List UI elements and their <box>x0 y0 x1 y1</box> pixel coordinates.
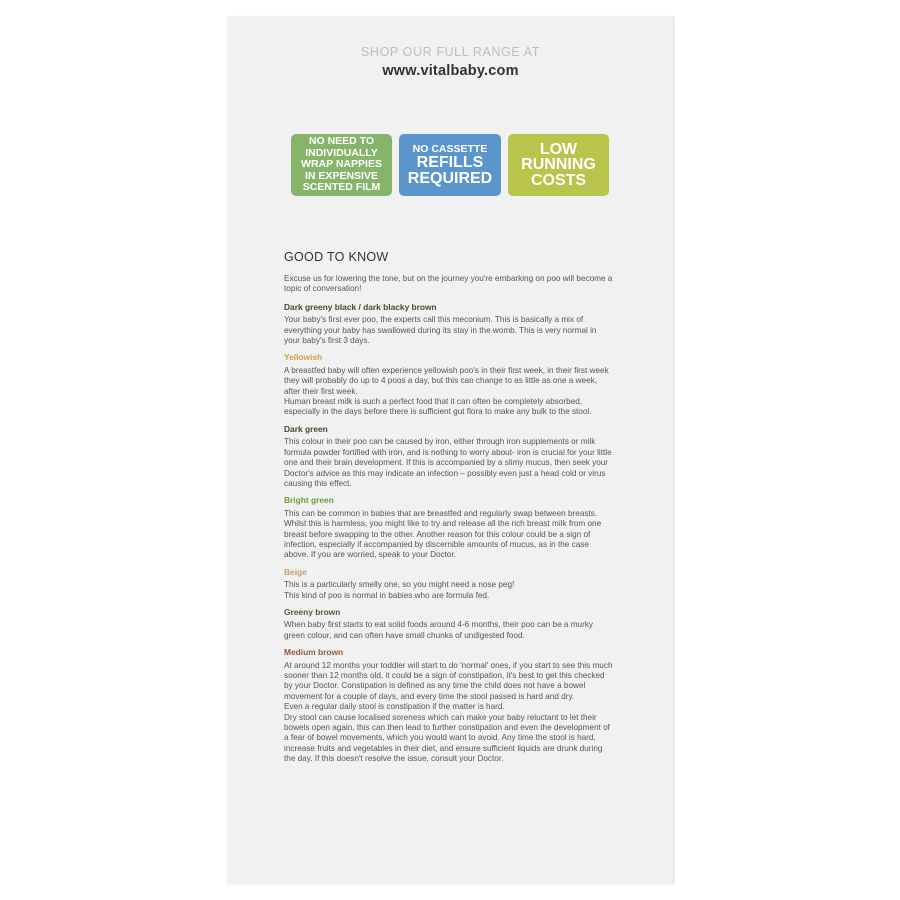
section-title: Yellowish <box>284 352 323 363</box>
section-heading: GOOD TO KNOW <box>284 250 389 264</box>
badge-no-wrap-nappies: NO NEED TO INDIVIDUALLY WRAP NAPPIES IN EXPENSIVE SCENTED FILM <box>291 134 392 196</box>
section-paragraph: Even a regular daily stool is constipation if the matter is hard. <box>284 702 505 712</box>
poo-colour-section <box>284 647 614 764</box>
section-body <box>284 315 614 346</box>
section-paragraph: This is a particularly smelly one, so you might need a nose peg! <box>284 580 515 590</box>
poo-colour-section <box>284 567 614 601</box>
section-paragraph: This can be common in babies that are breastfed and regularly swap between breasts. Whilst this is harmless, you might like to try and release all the rich breast milk from one breast before swapping to the other. Another reason for this colour could be a sign of infection, especially if accompanied by discernible amounts of mucus, as in the case above. If you are worried, speak to your Doctor. <box>284 508 602 560</box>
poo-colour-section <box>284 352 614 417</box>
intro-text: Excuse us for lowering the tone, but on the journey you're embarking on poo will become a topic of conversation! <box>284 274 613 294</box>
poo-colour-section <box>284 607 614 641</box>
section-body <box>284 661 614 765</box>
section-title: Medium brown <box>284 647 344 658</box>
section-title: Beige <box>284 566 307 577</box>
poo-colour-section <box>284 424 614 489</box>
section-body <box>284 366 614 418</box>
poo-colour-section <box>284 302 614 347</box>
poo-colour-section <box>284 495 614 560</box>
section-paragraph: Human breast milk is such a perfect food that it can often be completely absorbed, especially in the days before there is sufficient gut flora to make any bulk to the stool. <box>284 397 592 417</box>
section-paragraph: This colour in their poo can be caused by iron, either through iron supplements or milk formula powder fortified with iron, and is nothing to worry about- iron is crucial for your little one and their brain development. If this is accompanied by a slimy mucus, then seek your Doctor's advice as this may indicate an infection – possibly even just a head cold or virus causing this effect. <box>284 437 612 488</box>
section-body <box>284 437 614 489</box>
shop-range-text: SHOP OUR FULL RANGE AT <box>361 45 540 59</box>
good-to-know-section <box>284 250 614 771</box>
section-title: Greeny brown <box>284 606 341 617</box>
badge-low-running-costs: LOW RUNNING COSTS <box>508 134 609 196</box>
product-box-back <box>228 17 674 884</box>
section-paragraph: When baby first starts to eat solid foods around 4-6 months, their poo can be a murky green colour, and can often have small chunks of undigested food. <box>284 620 594 640</box>
section-body <box>284 620 614 641</box>
section-paragraph: A breastfed baby will often experience yellowish poo's in their first week, in their first week they will probably do up to 4 poos a day, but this can change to as little as one a week, after their first week. <box>284 365 609 396</box>
section-body <box>284 580 614 601</box>
section-paragraph: Dry stool can cause localised soreness which can make your baby reluctant to let their bowels open again, this can then lead to further constipation and even the development of a fear of bowel movements, which you would want to avoid. Any time the stool is hard, increase fruits and vegetables in their diet, and ensure sufficient liquids are drunk during the day. If this doesn't resolve the issue, consult your Doctor. <box>284 712 610 764</box>
section-title: Dark green <box>284 423 328 434</box>
website-link[interactable]: www.vitalbaby.com <box>382 63 519 79</box>
section-paragraph: At around 12 months your toddler will start to do 'normal' ones, if you start to see this much sooner than 12 months old, it could be a sign of constipation, it's best to get this checked by your Doctor. Constipation is defined as any time the child does not have a bowel movement for a couple of days, and every time the stool passed is hard and dry. <box>284 660 613 701</box>
section-paragraph: Your baby's first ever poo, the experts call this meconium. This is basically a mix of everything your baby has swallowed during its stay in the womb. This is very normal in your baby's first 3 days. <box>284 315 597 346</box>
section-title: Dark greeny black / dark blacky brown <box>284 301 437 312</box>
section-title: Bright green <box>284 495 334 506</box>
badge-no-cassette-refills: NO CASSETTE REFILLS REQUIRED <box>399 134 501 196</box>
poo-colour-list <box>284 302 614 765</box>
section-body <box>284 509 614 561</box>
section-paragraph: This kind of poo is normal in babies who are formula fed. <box>284 590 490 600</box>
